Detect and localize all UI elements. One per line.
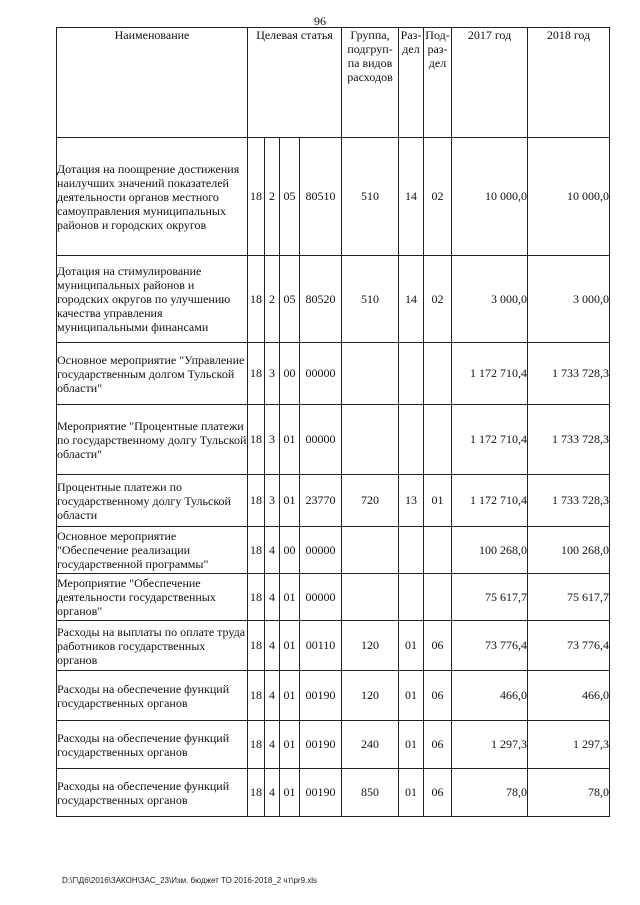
cell-b: 3: [265, 405, 280, 475]
cell-y2017: 1 172 710,4: [452, 405, 528, 475]
cell-group: [342, 405, 399, 475]
table-row: [57, 256, 610, 343]
cell-c: 05: [280, 138, 300, 256]
table-row: [57, 721, 610, 769]
cell-y2018: 466,0: [528, 671, 610, 721]
cell-y2017: 466,0: [452, 671, 528, 721]
header-group: Группа, подгруп- па видов расходов: [342, 28, 399, 138]
cell-c: 05: [280, 256, 300, 343]
cell-name: Мероприятие "Обеспечение деятельности государственных органов": [57, 574, 248, 621]
cell-a: 18: [248, 405, 265, 475]
cell-subsection: [424, 405, 452, 475]
cell-y2017: 10 000,0: [452, 138, 528, 256]
cell-y2017: 3 000,0: [452, 256, 528, 343]
cell-y2017: 1 172 710,4: [452, 343, 528, 405]
cell-b: 4: [265, 671, 280, 721]
cell-name: Мероприятие "Процентные платежи по государственному долгу Тульской области": [57, 405, 248, 475]
cell-subsection: 02: [424, 138, 452, 256]
table-header-row: [57, 28, 610, 138]
cell-section: 14: [399, 256, 424, 343]
table-row: [57, 527, 610, 574]
cell-b: 3: [265, 475, 280, 527]
cell-b: 4: [265, 574, 280, 621]
cell-subsection: 02: [424, 256, 452, 343]
table-row: [57, 574, 610, 621]
table-row: [57, 138, 610, 256]
cell-name: Дотация на стимулирование муниципальных районов и городских округов по улучшению качества управления муниципальными финансами: [57, 256, 248, 343]
cell-section: [399, 343, 424, 405]
cell-c: 01: [280, 574, 300, 621]
header-section: Раз- дел: [399, 28, 424, 138]
table-row: [57, 621, 610, 671]
cell-section: 01: [399, 769, 424, 817]
cell-y2017: 73 776,4: [452, 621, 528, 671]
cell-subsection: 06: [424, 721, 452, 769]
cell-group: 510: [342, 138, 399, 256]
cell-b: 4: [265, 621, 280, 671]
cell-y2017: 1 297,3: [452, 721, 528, 769]
cell-d: 00110: [300, 621, 342, 671]
table-row: [57, 405, 610, 475]
cell-y2018: 1 297,3: [528, 721, 610, 769]
cell-name: Расходы на обеспечение функций государственных органов: [57, 671, 248, 721]
file-path-footer: D:\Г\Д6\2016\ЗАКОН\ЗАС_23\Изм. бюджет ТО 2016-2018_2 чт\pr9.xls: [62, 876, 318, 885]
cell-subsection: 06: [424, 769, 452, 817]
cell-y2018: 75 617,7: [528, 574, 610, 621]
cell-name: Основное мероприятие "Обеспечение реализации государственной программы": [57, 527, 248, 574]
table-row: [57, 671, 610, 721]
cell-group: 720: [342, 475, 399, 527]
cell-subsection: 01: [424, 475, 452, 527]
cell-y2018: 78,0: [528, 769, 610, 817]
header-2017: 2017 год: [452, 28, 528, 138]
cell-d: 23770: [300, 475, 342, 527]
cell-d: 00000: [300, 574, 342, 621]
cell-section: 13: [399, 475, 424, 527]
cell-c: 01: [280, 405, 300, 475]
cell-y2017: 100 268,0: [452, 527, 528, 574]
cell-a: 18: [248, 475, 265, 527]
cell-subsection: 06: [424, 621, 452, 671]
cell-name: Процентные платежи по государственному долгу Тульской области: [57, 475, 248, 527]
cell-a: 18: [248, 138, 265, 256]
table-row: [57, 343, 610, 405]
cell-subsection: [424, 574, 452, 621]
cell-c: 01: [280, 721, 300, 769]
cell-d: 00190: [300, 769, 342, 817]
cell-c: 01: [280, 769, 300, 817]
cell-c: 00: [280, 527, 300, 574]
cell-group: [342, 343, 399, 405]
cell-y2018: 1 733 728,3: [528, 405, 610, 475]
header-target: Целевая статья: [248, 28, 342, 138]
cell-d: 00000: [300, 527, 342, 574]
cell-section: [399, 527, 424, 574]
cell-b: 4: [265, 527, 280, 574]
cell-subsection: [424, 527, 452, 574]
cell-d: 80520: [300, 256, 342, 343]
cell-y2018: 1 733 728,3: [528, 475, 610, 527]
header-name: Наименование: [57, 28, 248, 138]
table-row: [57, 475, 610, 527]
header-2018: 2018 год: [528, 28, 610, 138]
cell-y2017: 1 172 710,4: [452, 475, 528, 527]
cell-b: 2: [265, 138, 280, 256]
cell-name: Дотация на поощрение достижения наилучших значений показателей деятельности органов местного самоуправления муниципальных районов и городских округов: [57, 138, 248, 256]
cell-d: 00190: [300, 671, 342, 721]
cell-y2018: 3 000,0: [528, 256, 610, 343]
cell-b: 4: [265, 721, 280, 769]
cell-group: 850: [342, 769, 399, 817]
cell-d: 00190: [300, 721, 342, 769]
cell-name: Расходы на обеспечение функций государственных органов: [57, 721, 248, 769]
cell-a: 18: [248, 621, 265, 671]
cell-y2018: 73 776,4: [528, 621, 610, 671]
cell-name: Основное мероприятие "Управление государственным долгом Тульской области": [57, 343, 248, 405]
cell-section: 01: [399, 621, 424, 671]
cell-y2017: 78,0: [452, 769, 528, 817]
cell-a: 18: [248, 721, 265, 769]
cell-subsection: 06: [424, 671, 452, 721]
cell-name: Расходы на обеспечение функций государственных органов: [57, 769, 248, 817]
cell-y2018: 100 268,0: [528, 527, 610, 574]
cell-c: 01: [280, 671, 300, 721]
cell-group: [342, 527, 399, 574]
cell-a: 18: [248, 343, 265, 405]
cell-d: 00000: [300, 405, 342, 475]
cell-section: 01: [399, 671, 424, 721]
cell-a: 18: [248, 256, 265, 343]
cell-y2017: 75 617,7: [452, 574, 528, 621]
cell-section: 14: [399, 138, 424, 256]
cell-subsection: [424, 343, 452, 405]
cell-group: 120: [342, 671, 399, 721]
cell-c: 01: [280, 475, 300, 527]
cell-d: 00000: [300, 343, 342, 405]
table-row: [57, 769, 610, 817]
cell-group: [342, 574, 399, 621]
cell-b: 3: [265, 343, 280, 405]
cell-group: 240: [342, 721, 399, 769]
cell-section: 01: [399, 721, 424, 769]
cell-group: 510: [342, 256, 399, 343]
cell-a: 18: [248, 671, 265, 721]
cell-name: Расходы на выплаты по оплате труда работников государственных органов: [57, 621, 248, 671]
cell-a: 18: [248, 527, 265, 574]
cell-d: 80510: [300, 138, 342, 256]
cell-y2018: 1 733 728,3: [528, 343, 610, 405]
cell-section: [399, 574, 424, 621]
page-number: 96: [314, 14, 326, 28]
header-subsection: Под- раз- дел: [424, 28, 452, 138]
cell-b: 4: [265, 769, 280, 817]
cell-c: 00: [280, 343, 300, 405]
cell-y2018: 10 000,0: [528, 138, 610, 256]
cell-b: 2: [265, 256, 280, 343]
budget-table: [56, 27, 610, 817]
cell-c: 01: [280, 621, 300, 671]
cell-a: 18: [248, 574, 265, 621]
cell-group: 120: [342, 621, 399, 671]
cell-section: [399, 405, 424, 475]
cell-a: 18: [248, 769, 265, 817]
